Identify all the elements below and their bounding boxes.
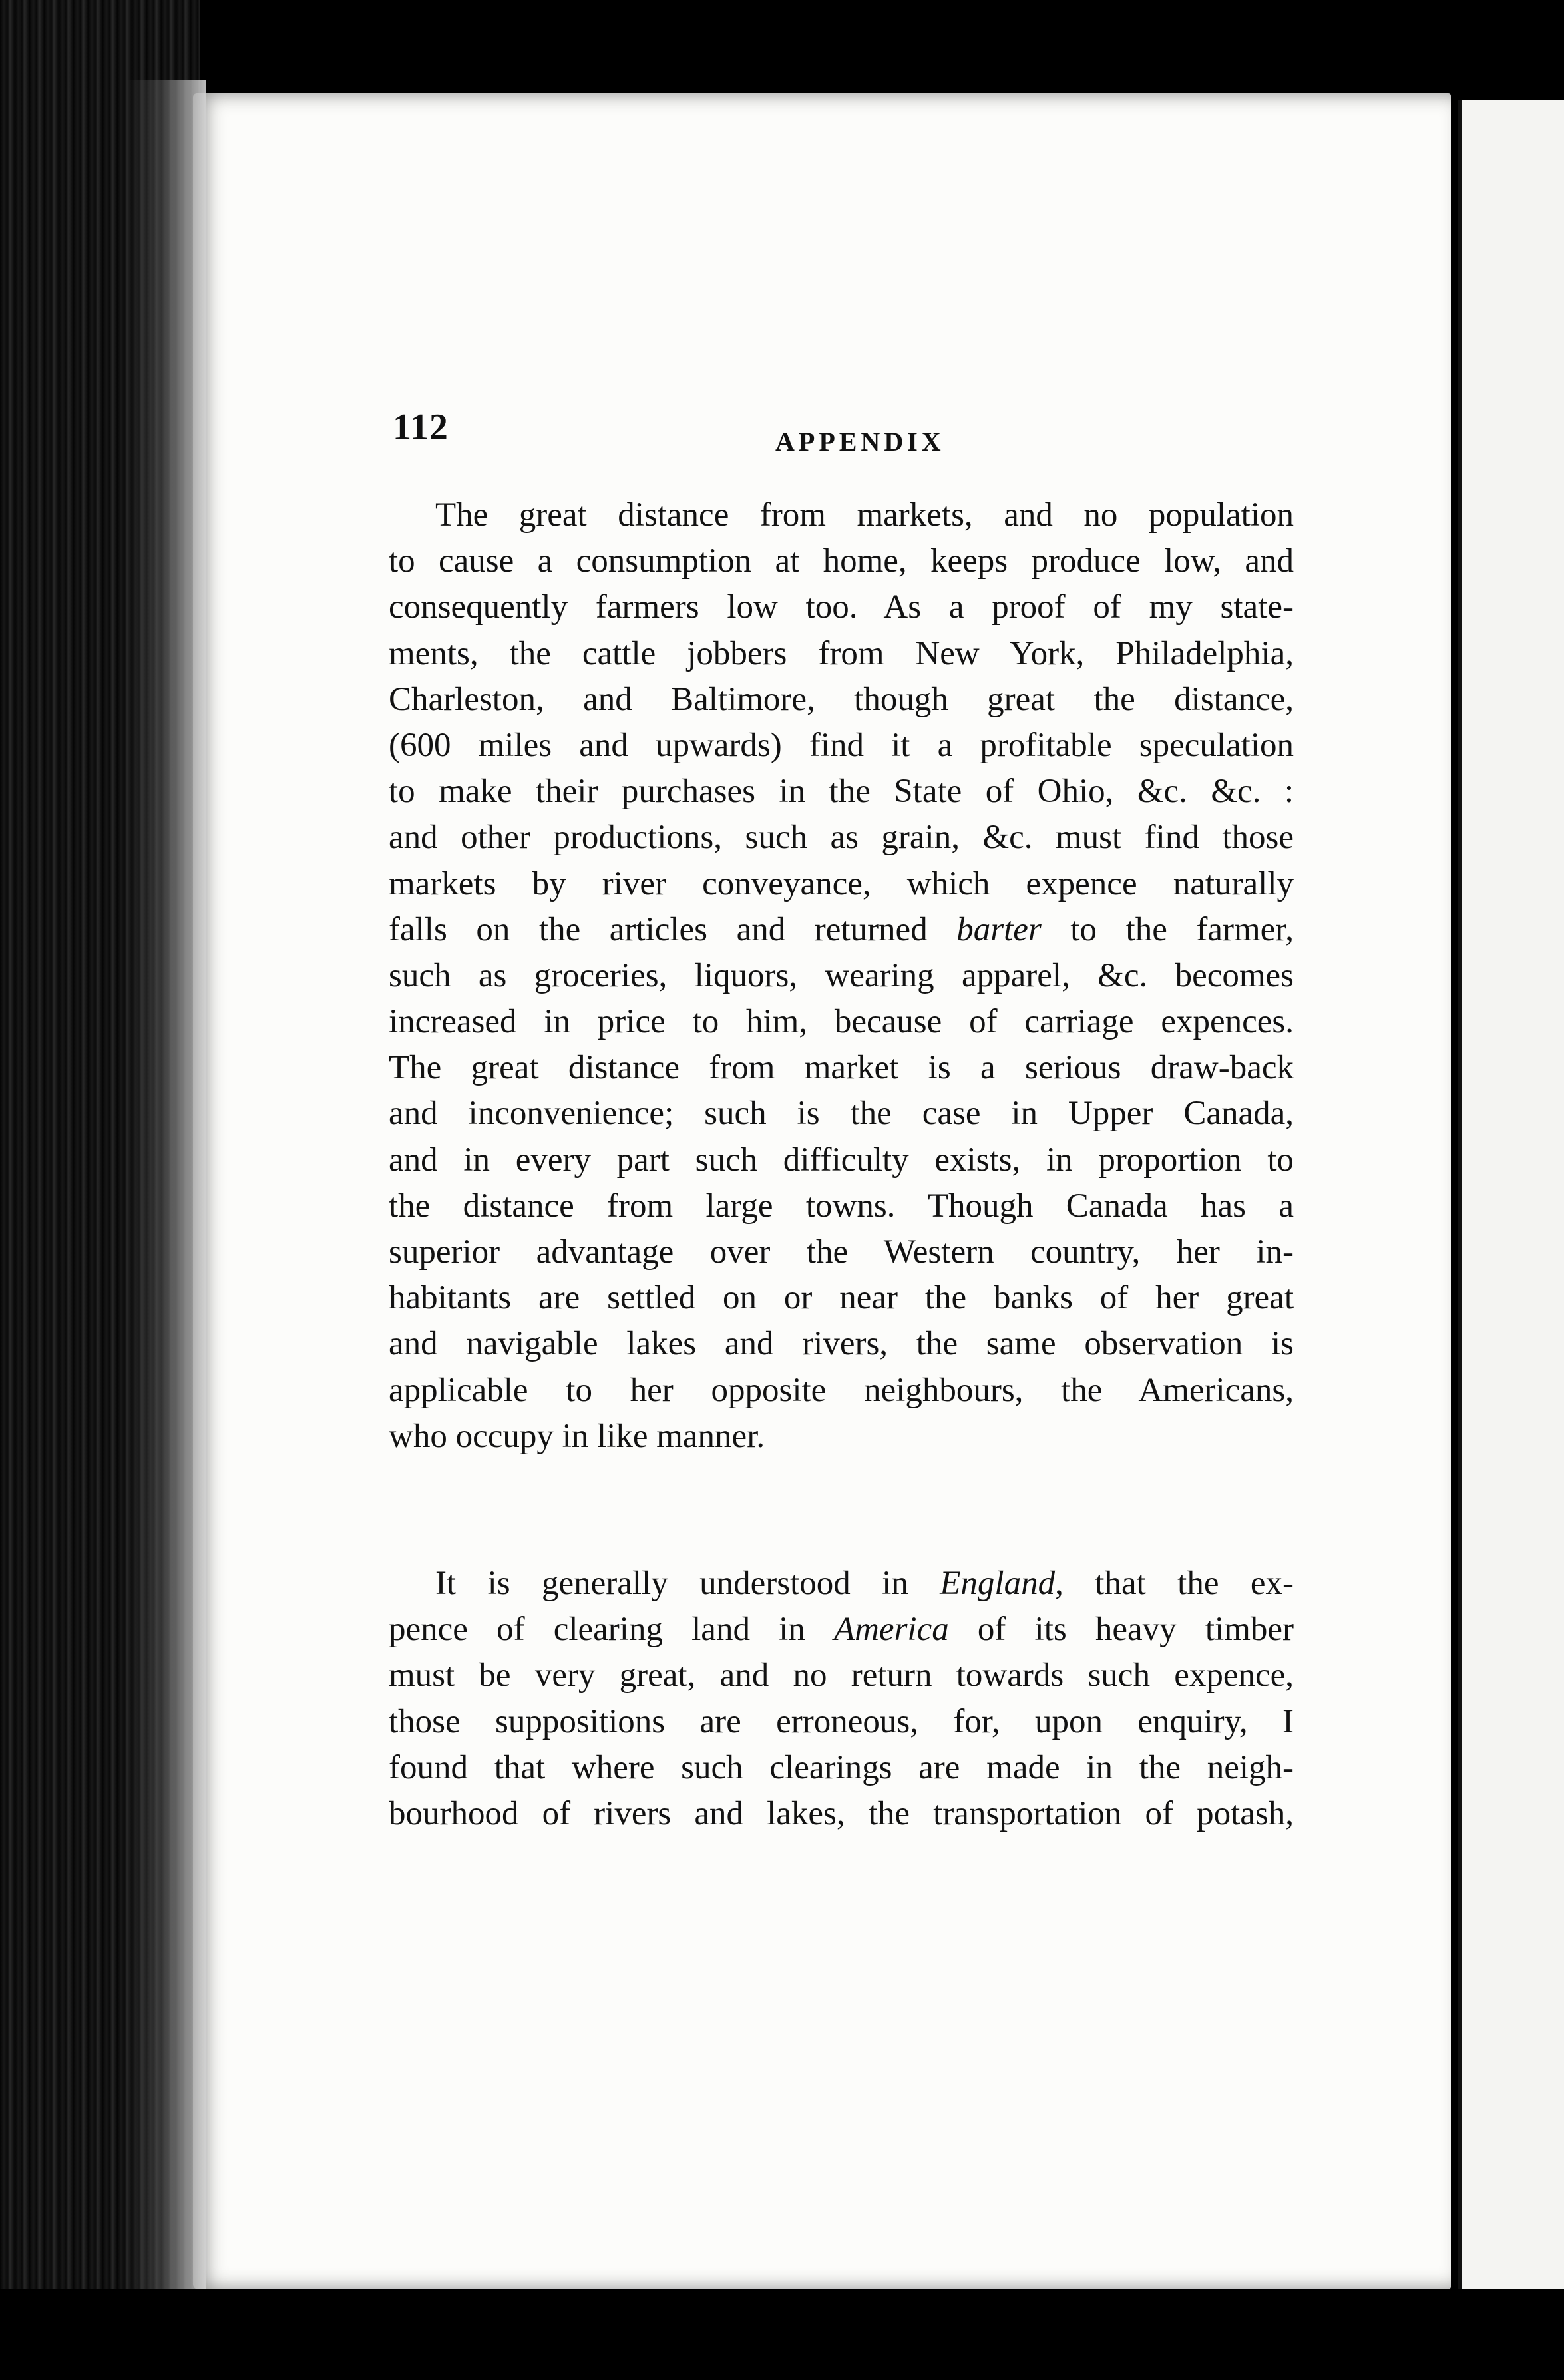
italic-word-barter: barter (956, 910, 1042, 948)
text-line: habitants are settled on or near the banks of her great (389, 1279, 1294, 1317)
text-run: pence of clearing land in (389, 1611, 834, 1649)
text-line: those suppositions are erroneous, for, upon enquiry, I (389, 1702, 1294, 1740)
page-number: 112 (393, 407, 449, 448)
text-line-with-italic (389, 907, 1294, 953)
scan-top-border (0, 0, 1564, 93)
text-line: (600 miles and upwards) find it a profitable speculation (389, 726, 1294, 764)
paragraph-land-clearing (389, 1561, 1294, 1837)
text-line: the distance from large towns. Though Canada has a (389, 1187, 1294, 1225)
text-line: consequently farmers low too. As a proof of my state- (389, 588, 1294, 626)
text-line: and in every part such difficulty exists, in proportion to (389, 1141, 1294, 1179)
text-run: of its heavy timber (948, 1611, 1294, 1649)
italic-word-america: America (833, 1611, 949, 1649)
text-line: who occupy in like manner. (389, 1417, 765, 1455)
text-line: The great distance from markets, and no population (435, 496, 1294, 534)
text-line: and navigable lakes and rivers, the same observation is (389, 1325, 1294, 1363)
text-line: applicable to her opposite neighbours, the Americans, (389, 1371, 1294, 1409)
running-title: APPENDIX (775, 427, 945, 457)
text-line: superior advantage over the Western country, her in- (389, 1233, 1294, 1271)
text-run: falls on the articles and returned (389, 910, 957, 948)
text-line: such as groceries, liquors, wearing apparel, &c. becomes (389, 956, 1294, 994)
text-line: to cause a consumption at home, keeps produce low, and (389, 542, 1294, 580)
running-head (393, 406, 1311, 466)
text-line-with-italic (389, 1607, 1294, 1653)
text-line: ments, the cattle jobbers from New York, Philadelphia, (389, 634, 1294, 672)
text-line: found that where such clearings are made in the neigh- (389, 1748, 1294, 1786)
paragraph-market-distance (389, 493, 1294, 1460)
text-line: bourhood of rivers and lakes, the transportation of potash, (389, 1794, 1294, 1832)
text-run: , that the ex- (1055, 1565, 1294, 1602)
binding-shadow (126, 80, 206, 2303)
text-run: to the farmer, (1041, 910, 1294, 948)
italic-word-england: England (940, 1565, 1056, 1602)
text-line: to make their purchases in the State of Ohio, &c. &c. : (389, 773, 1294, 811)
text-line: The great distance from market is a serious draw-back (389, 1049, 1294, 1087)
text-run: It is generally understood in (435, 1565, 940, 1602)
text-line: markets by river conveyance, which expence naturally (389, 865, 1294, 902)
text-line-with-italic (389, 1561, 1294, 1607)
text-line: must be very great, and no return towards such expence, (389, 1657, 1294, 1694)
text-line: increased in price to him, because of carriage expences. (389, 1003, 1294, 1041)
scan-bottom-border (0, 2289, 1564, 2380)
text-line: and inconvenience; such is the case in Upper Canada, (389, 1095, 1294, 1133)
text-line: Charleston, and Baltimore, though great the distance, (389, 680, 1294, 718)
text-line: and other productions, such as grain, &c. must find those (389, 819, 1294, 857)
adjacent-page-edge (1458, 100, 1564, 2296)
